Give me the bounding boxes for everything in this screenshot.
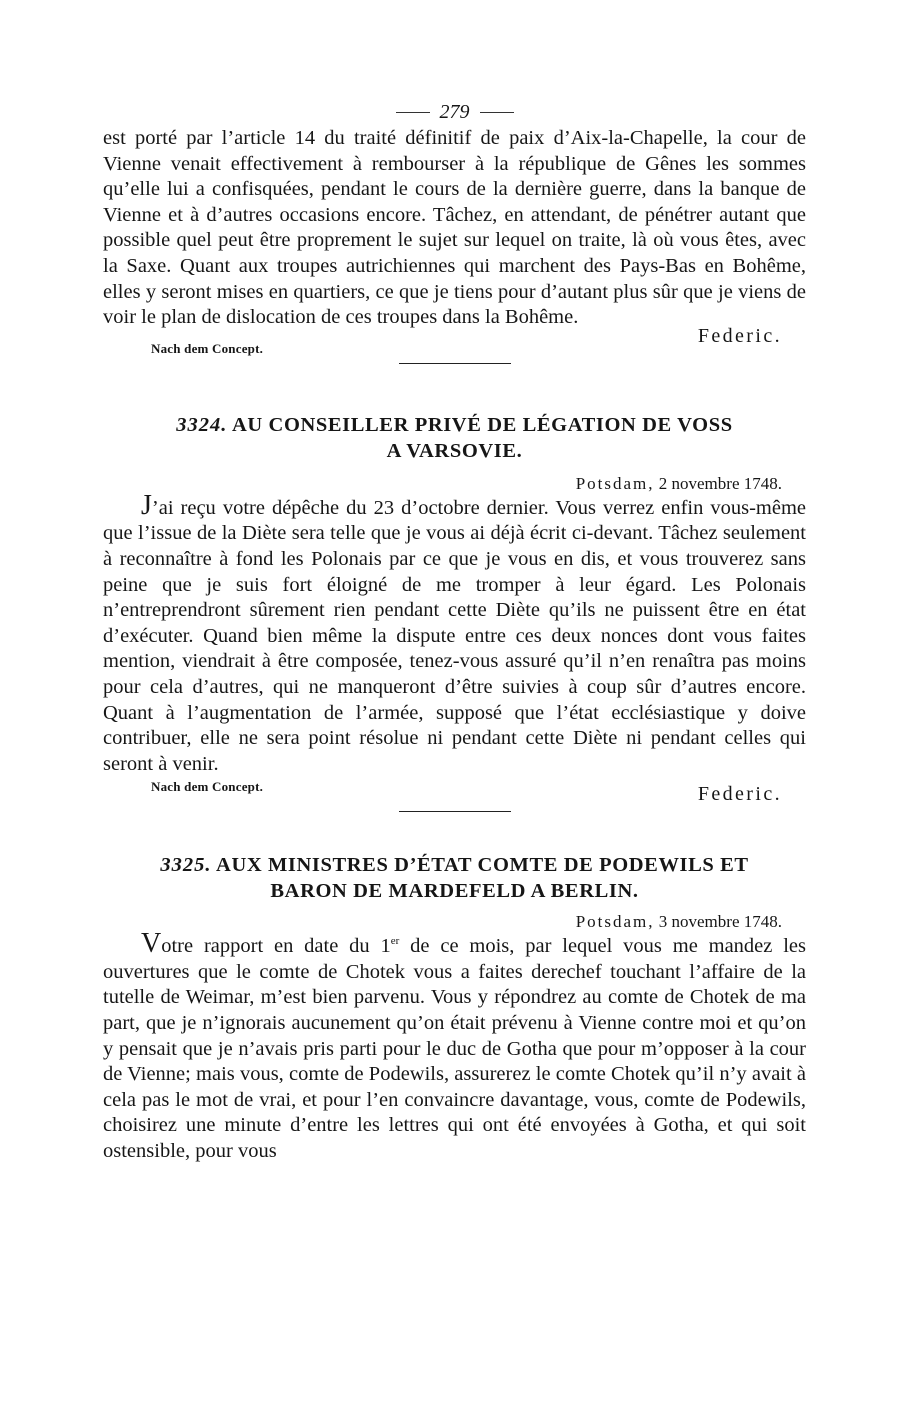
source-note: Nach dem Concept. [151,340,264,356]
header-rule-right [480,112,514,113]
dateline-place: Potsdam, [575,473,655,493]
drop-initial: V [141,928,162,960]
page-header [103,96,806,126]
letter-heading-line1: AUX MINISTRES D’ÉTAT COMTE DE PODEWILS ET [216,854,749,877]
letter-number: 3324. [176,413,228,436]
letter-text-start: otre rapport en date du 1 [161,935,391,958]
letter-signature-row [103,777,806,811]
continuation-signature-row [103,324,806,361]
letter-heading [103,852,806,904]
drop-initial: J [141,489,152,521]
dateline [103,472,806,496]
letter-paragraph [103,489,806,778]
header-rule-left [396,112,430,113]
letter-text: de ce mois, par lequel vous me mandez les ouvertures que le comte de Chotek vous a faites derechef touchant l’affaire de la tutelle de Weimar, m’est bien parvenu. Vous y répondrez au comte de Chotek de ma part, que je n’ignorais aucunement qu’on était prévenu à Vienne contre moi et qu’on y pensait que je n’avais pris parti pour le duc de Gotha que pour m’opposer à la cour de Vienne; mais vous, comte de Podewils, assurerez le comte Chotek qu’il n’y avait à cela pas le mot de vrai, et pour l’en convaincre davantage, vous, comte de Podewils, choisirez une minute d’entre les lettres qui ont été envoyées à Gotha, et qui soit ostensible, pour vous [103,935,806,1163]
letter-heading [103,412,806,464]
superscript: er [390,935,400,948]
letter-paragraph [103,928,806,1164]
letter-heading-line2: A VARSOVIE. [386,439,523,462]
signature: Federic. [697,783,782,806]
continuation-paragraph: est porté par l’article 14 du traité définitif de paix d’Aix-la-Chapelle, la cour de Vienne venait effectivement à rembourser à la république de Gênes les sommes qu’elle lui a confisquées, pendant le cours de la dernière guerre, dans la banque de Vienne et à d’autres occasions encore. Tâchez, en attendant, de pénétrer autant que possible quel peut être proprement le sujet sur lequel on traite, là où vous êtes, avec la Saxe. Quant aux troupes autrichiennes qui marchent des Pays-Bas en Bohême, elles y seront mises en quartiers, ce que je tiens pour d’autant plus sûr que je viens de voir le plan de dislocation de ces troupes dans la Bohême. [103,127,806,329]
letter-text: ’ai reçu votre dépêche du 23 d’octobre dernier. Vous verrez enfin vous-même que l’issue de la Diète sera telle que je vous ai déjà écrit ci-devant. Tâchez seulement à reconnaître à fond les Polonais par ce que je vous en dis, et vous trouverez sans peine que je suis fort éloigné de me tromper à leur égard. Les Polonais n’entreprendront sûrement rien pendant cette Diète qu’ils ne puissent être en état d’exécuter. Quand bien même la dispute entre ces deux nonces dont vous faites mention, viendrait à être composée, tenez-vous assuré qu’il n’en renaîtra pas moins pour cela d’autres, qui ne manqueront d’être suivies à coup sûr d’autres encore. Quant à l’augmentation de l’armée, supposé que l’état ecclésiastique y doive contribuer, elle ne sera point résolue ni pendant cette Diète ni pendant celles qui seront à venir. [103,496,806,775]
page-number: 279 [439,101,470,124]
dateline [103,910,806,934]
dateline-place: Potsdam, [575,912,655,932]
dateline-date: 3 novembre 1748. [658,912,782,932]
page [103,96,806,1165]
letter-number: 3325. [160,854,212,877]
letter-heading-line2: BARON DE MARDEFELD A BERLIN. [270,880,639,903]
source-note: Nach dem Concept. [151,779,264,795]
signature: Federic. [697,324,782,347]
letter-heading-line1: AU CONSEILLER PRIVÉ DE LÉGATION DE VOSS [232,413,733,436]
dateline-date: 2 novembre 1748. [658,473,782,493]
